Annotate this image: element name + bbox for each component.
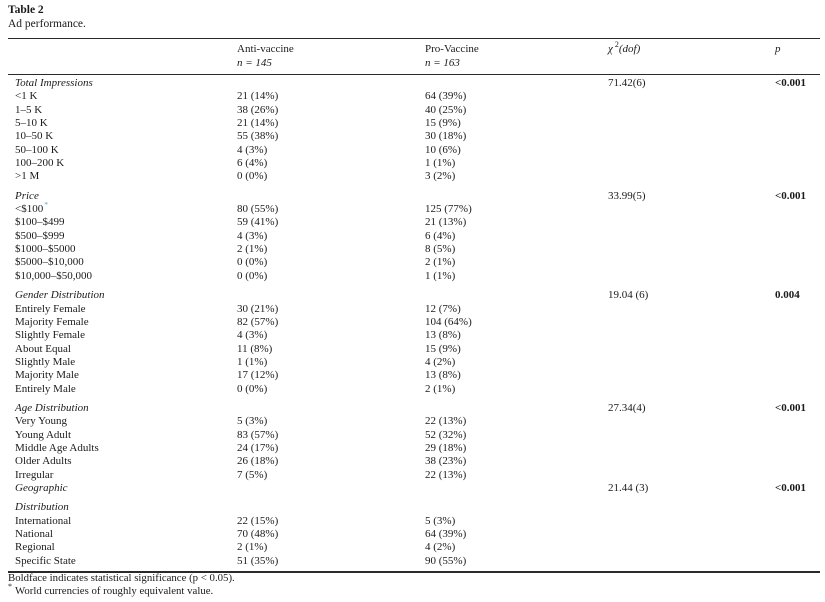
- anti-value: 0 (0%): [237, 170, 268, 183]
- pro-value: [425, 402, 608, 415]
- p-value: [775, 501, 820, 514]
- section-title-row: [8, 402, 820, 415]
- table-row: [8, 528, 820, 541]
- header-pro-line1: Pro-Vaccine: [425, 43, 479, 55]
- header-p-value: p: [775, 43, 781, 55]
- section-title-row: [8, 77, 820, 90]
- pro-value: 3 (2%): [425, 170, 456, 183]
- footnote-marker: *: [44, 200, 48, 210]
- anti-value: [237, 77, 425, 90]
- anti-value: 2 (1%): [237, 243, 268, 256]
- pro-value: 15 (9%): [425, 342, 461, 355]
- header-pro-n: n = 163: [425, 56, 460, 69]
- section-title-row: [8, 482, 820, 495]
- p-value: [775, 230, 820, 243]
- header-anti-n: n = 145: [237, 56, 272, 69]
- table-row: [8, 356, 820, 369]
- anti-value: 7 (5%): [237, 468, 268, 481]
- anti-value: 11 (8%): [237, 342, 273, 355]
- section-title-row: [8, 190, 820, 203]
- row-label: Entirely Female: [15, 302, 86, 315]
- anti-value: 80 (55%): [237, 203, 279, 216]
- table-row: [8, 256, 820, 269]
- p-value: [775, 343, 820, 356]
- pro-value: 38 (23%): [425, 455, 467, 468]
- chi-square-value: 19.04 (6): [608, 289, 649, 302]
- anti-value: 38 (26%): [237, 103, 279, 116]
- chi-square-value: [608, 144, 775, 157]
- chi-dof: (dof): [618, 43, 641, 55]
- pro-value: 64 (39%): [425, 90, 467, 103]
- row-label: 1–5 K: [15, 103, 43, 116]
- anti-value: 0 (0%): [237, 269, 268, 282]
- pro-value: 12 (7%): [425, 302, 461, 315]
- chi-square-value: [608, 117, 775, 130]
- anti-value: 55 (38%): [237, 130, 279, 143]
- chi-square-value: [608, 541, 775, 554]
- footnote-significance: Boldface indicates statistical significance (p < 0.05).: [8, 572, 235, 584]
- p-value: <0.001: [775, 77, 807, 89]
- chi-square-value: [608, 528, 775, 541]
- anti-value: 4 (3%): [237, 329, 268, 342]
- section-title: Age Distribution: [15, 401, 89, 414]
- anti-value: 1 (1%): [237, 355, 268, 368]
- row-label: Specific State: [15, 554, 76, 567]
- anti-value: 70 (48%): [237, 528, 279, 540]
- pro-value: 21 (13%): [425, 216, 467, 229]
- p-value: [775, 429, 820, 442]
- table-row: [8, 243, 820, 256]
- pro-value: 2 (1%): [425, 256, 456, 269]
- p-value: [775, 316, 820, 329]
- p-value: [775, 216, 820, 229]
- section-title: Gender Distribution: [15, 289, 105, 302]
- anti-value: [237, 402, 425, 415]
- table-row: [8, 369, 820, 382]
- pro-value: 52 (32%): [425, 428, 467, 441]
- chi-square-value: 27.34(4): [608, 401, 646, 414]
- pro-value: [425, 501, 608, 514]
- chi-square-value: [608, 130, 775, 143]
- p-value: <0.001: [775, 481, 807, 494]
- chi-square-value: [608, 316, 775, 329]
- table-row: [8, 200, 820, 216]
- table-row: [8, 157, 820, 170]
- table-label: Table 2: [8, 4, 44, 16]
- chi-square-value: [608, 230, 775, 243]
- table-row: [8, 90, 820, 103]
- p-value: [775, 117, 820, 130]
- table-row: [8, 415, 820, 428]
- anti-value: [237, 190, 425, 203]
- section-title-row: [8, 501, 820, 514]
- row-label: Majority Female: [15, 315, 89, 328]
- pro-value: 13 (8%): [425, 329, 461, 342]
- row-label: International: [15, 514, 72, 527]
- anti-value: 21 (14%): [237, 117, 279, 130]
- row-label: Very Young: [15, 415, 67, 428]
- chi-square-value: [608, 104, 775, 117]
- chi-superscript: 2: [614, 40, 619, 50]
- chi-square-value: [608, 429, 775, 442]
- pro-value: 40 (25%): [425, 103, 467, 116]
- anti-value: 17 (12%): [237, 369, 279, 382]
- p-value: [775, 541, 820, 554]
- anti-value: 83 (57%): [237, 428, 279, 441]
- pro-value: 1 (1%): [425, 157, 456, 170]
- p-value: [775, 303, 820, 316]
- pro-value: 8 (5%): [425, 243, 456, 256]
- pro-value: 29 (18%): [425, 441, 467, 454]
- table-row: [8, 515, 820, 528]
- table-row: [8, 303, 820, 316]
- p-value: <0.001: [775, 401, 807, 414]
- table-row: [8, 541, 820, 554]
- anti-value: 21 (14%): [237, 90, 279, 103]
- table-row: [8, 117, 820, 130]
- anti-value: [237, 501, 425, 514]
- p-value: [775, 528, 820, 541]
- p-value: [775, 256, 820, 269]
- section-title-row: [8, 289, 820, 302]
- header-empty-cell: [15, 43, 237, 70]
- anti-value: 24 (17%): [237, 441, 279, 454]
- chi-square-value: 33.99(5): [608, 189, 646, 202]
- chi-square-value: [608, 383, 775, 396]
- anti-value: 6 (4%): [237, 157, 268, 170]
- table-row: [8, 343, 820, 356]
- chi-square-value: [608, 369, 775, 382]
- row-label: $500–$999: [15, 229, 65, 242]
- chi-square-value: [608, 555, 775, 568]
- p-value: [775, 203, 820, 216]
- pro-value: 5 (3%): [425, 514, 456, 527]
- section-title: Price: [15, 189, 39, 202]
- row-label: Regional: [15, 541, 55, 554]
- p-value: [775, 170, 820, 183]
- chi-square-value: [608, 469, 775, 482]
- table-row: [8, 469, 820, 482]
- header-chi-square: [608, 40, 775, 70]
- p-value: [775, 270, 820, 283]
- p-value: [775, 144, 820, 157]
- pro-value: 125 (77%): [425, 203, 472, 216]
- row-label: $1000–$5000: [15, 243, 76, 256]
- p-value: [775, 356, 820, 369]
- p-value: [775, 515, 820, 528]
- p-value: [775, 555, 820, 568]
- anti-value: 0 (0%): [237, 256, 268, 269]
- chi-symbol: χ: [608, 43, 613, 55]
- chi-square-value: [608, 442, 775, 455]
- p-value: [775, 383, 820, 396]
- row-label: 50–100 K: [15, 143, 59, 156]
- table-footnotes: [8, 572, 235, 598]
- p-value: [775, 243, 820, 256]
- row-label: National: [15, 528, 53, 540]
- chi-square-value: 21.44 (3): [608, 481, 649, 494]
- p-value: [775, 130, 820, 143]
- footnote-asterisk-marker: *: [8, 582, 12, 592]
- anti-value: 59 (41%): [237, 216, 279, 229]
- p-value: [775, 442, 820, 455]
- p-value: [775, 415, 820, 428]
- row-label: Middle Age Adults: [15, 441, 99, 454]
- table-row: [8, 383, 820, 396]
- pro-value: 22 (13%): [425, 468, 467, 481]
- p-value: [775, 469, 820, 482]
- row-label: $100–$499: [15, 216, 65, 229]
- row-label: Older Adults: [15, 455, 72, 468]
- table-row: [8, 316, 820, 329]
- chi-square-value: 71.42(6): [608, 77, 646, 89]
- header-pro-vaccine: [425, 43, 608, 70]
- chi-square-value: [608, 356, 775, 369]
- anti-value: [237, 289, 425, 302]
- anti-value: 5 (3%): [237, 415, 268, 428]
- chi-square-value: [608, 343, 775, 356]
- chi-square-value: [608, 157, 775, 170]
- p-value: [775, 90, 820, 103]
- chi-square-value: [608, 90, 775, 103]
- pro-value: 64 (39%): [425, 528, 467, 540]
- row-label: $5000–$10,000: [15, 256, 84, 269]
- header-anti-vaccine: [237, 43, 425, 70]
- table-row: [8, 144, 820, 157]
- header-anti-line1: Anti-vaccine: [237, 43, 294, 55]
- pro-value: 4 (2%): [425, 355, 456, 368]
- table-row: [8, 429, 820, 442]
- row-label: 5–10 K: [15, 117, 48, 130]
- table-row: [8, 104, 820, 117]
- row-label: Slightly Male: [15, 355, 76, 368]
- anti-value: 4 (3%): [237, 229, 268, 242]
- chi-square-value: [608, 216, 775, 229]
- pro-value: 10 (6%): [425, 143, 461, 156]
- pro-value: 104 (64%): [425, 315, 472, 328]
- anti-value: 26 (18%): [237, 455, 279, 468]
- chi-square-value: [608, 203, 775, 216]
- anti-value: 2 (1%): [237, 541, 268, 554]
- table-header: [8, 38, 820, 75]
- row-label: Irregular: [15, 468, 54, 481]
- row-label: $10,000–$50,000: [15, 269, 92, 282]
- section-title: Distribution: [15, 501, 69, 514]
- chi-square-value: [608, 455, 775, 468]
- p-value: [775, 104, 820, 117]
- table-row: [8, 170, 820, 183]
- table-row: [8, 216, 820, 229]
- pro-value: 13 (8%): [425, 369, 461, 382]
- anti-value: 51 (35%): [237, 554, 279, 567]
- p-value: <0.001: [775, 189, 807, 202]
- footnote-currency-text: World currencies of roughly equivalent value.: [15, 585, 214, 597]
- chi-square-value: [608, 270, 775, 283]
- pro-value: 30 (18%): [425, 130, 467, 143]
- pro-value: 15 (9%): [425, 117, 461, 130]
- pro-value: 22 (13%): [425, 415, 467, 428]
- section-title: Total Impressions: [15, 77, 93, 89]
- row-label: Majority Male: [15, 369, 79, 382]
- table-row: [8, 270, 820, 283]
- row-label: 100–200 K: [15, 157, 65, 170]
- anti-value: 22 (15%): [237, 514, 279, 527]
- section-title: Geographic: [15, 481, 68, 494]
- table-caption: Ad performance.: [8, 18, 86, 30]
- pro-value: 2 (1%): [425, 382, 456, 395]
- row-label: About Equal: [15, 342, 71, 355]
- chi-square-value: [608, 243, 775, 256]
- chi-square-value: [608, 303, 775, 316]
- data-table: [8, 38, 820, 573]
- p-value: [775, 329, 820, 342]
- table-body: [8, 75, 820, 573]
- chi-square-value: [608, 515, 775, 528]
- anti-value: 0 (0%): [237, 382, 268, 395]
- pro-value: [425, 190, 608, 203]
- chi-square-value: [608, 501, 775, 514]
- table-row: [8, 130, 820, 143]
- anti-value: 4 (3%): [237, 143, 268, 156]
- p-value: [775, 157, 820, 170]
- table-row: [8, 329, 820, 342]
- anti-value: [237, 482, 425, 495]
- row-label: >1 M: [15, 170, 40, 183]
- anti-value: 30 (21%): [237, 302, 279, 315]
- row-label: <$100*: [15, 200, 48, 216]
- pro-value: [425, 77, 608, 90]
- row-label: 10–50 K: [15, 130, 54, 143]
- table-row: [8, 555, 820, 568]
- pro-value: [425, 482, 608, 495]
- pro-value: 1 (1%): [425, 269, 456, 282]
- p-value: [775, 369, 820, 382]
- pro-value: 90 (55%): [425, 554, 467, 567]
- footnote-currency: [8, 582, 235, 598]
- pro-value: 6 (4%): [425, 229, 456, 242]
- table-row: [8, 442, 820, 455]
- anti-value: 82 (57%): [237, 315, 279, 328]
- table-header-row: [8, 40, 820, 70]
- table-row: [8, 455, 820, 468]
- p-value: [775, 455, 820, 468]
- row-label: Entirely Male: [15, 382, 76, 395]
- chi-square-value: [608, 415, 775, 428]
- chi-square-value: [608, 170, 775, 183]
- table-title-block: [8, 3, 86, 31]
- row-label: Slightly Female: [15, 329, 85, 342]
- row-label: Young Adult: [15, 428, 72, 441]
- pro-value: [425, 289, 608, 302]
- chi-square-value: [608, 329, 775, 342]
- pro-value: 4 (2%): [425, 541, 456, 554]
- table-row: [8, 230, 820, 243]
- p-value: 0.004: [775, 289, 800, 302]
- chi-square-value: [608, 256, 775, 269]
- row-label: <1 K: [15, 90, 38, 103]
